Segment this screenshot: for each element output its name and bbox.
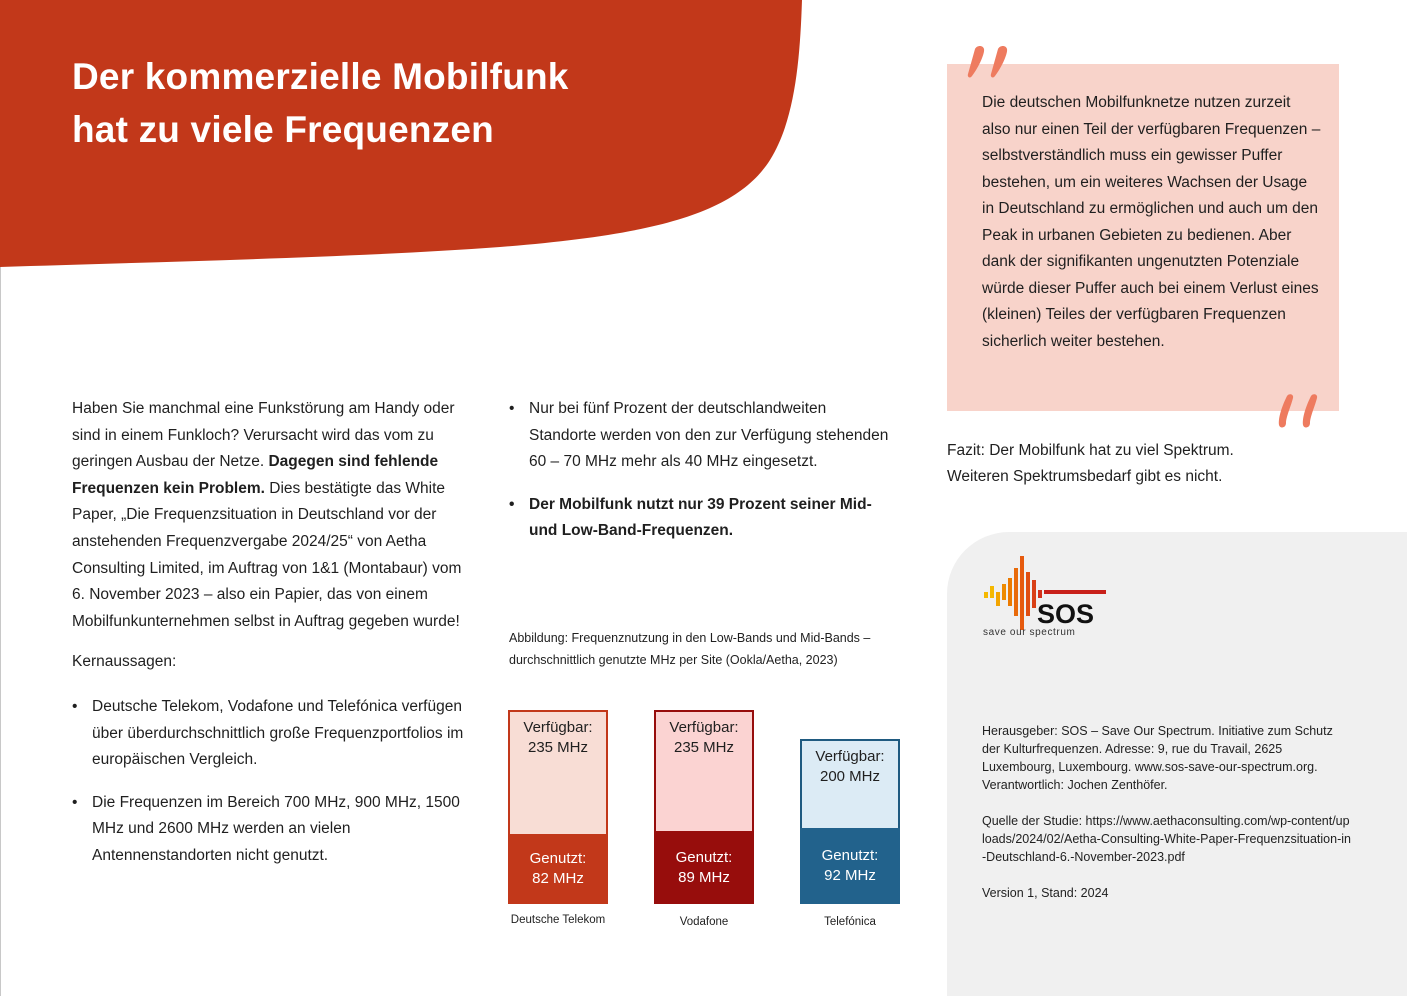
bar-vodafone — [654, 710, 754, 904]
available-label: Verfügbar: — [815, 748, 885, 765]
available-label: Verfügbar: — [669, 719, 739, 736]
key-point-text: Der Mobilfunk nutzt nur 39 Prozent seiner Mid- und Low-Band-Frequenzen. — [529, 495, 872, 540]
imprint-source: Quelle der Studie: https://www.aethaconsulting.com/wp-content/uploads/2024/02/Aetha-Consulting-White-Paper-Frequenzsituation-in-Deutschland-6.-November-2023.pdf — [982, 814, 1351, 864]
intro-text-start: Haben Sie manchmal eine Funkstörung am Handy oder sind in einem Funkloch? Verursacht wird das vom zu geringen Ausbau der Netze. — [72, 400, 455, 471]
intro-text-end: Dies bestätigte das White Paper, „Die Frequenzsituation in Deutschland vor der anstehenden Frequenzvergabe 2024/25“ von Aetha Consulting Limited, im Auftrag von 1&1 (Montabaur) vom 6. November 2023 – also ein Papier, das von einem Mobilfunkunternehmen selbst in Auftrag gegeben wurde! — [72, 479, 462, 630]
title-line-2: hat zu viele Frequenzen — [72, 109, 494, 150]
available-value-label: 200 MHz — [819, 768, 881, 785]
category-label: Telefónica — [824, 916, 876, 928]
closing-quote-mark-icon — [965, 43, 1015, 83]
available-label: Verfügbar: — [523, 719, 593, 736]
conclusion-line-1: Fazit: Der Mobilfunk hat zu viel Spektrum. — [947, 442, 1234, 459]
used-value-label: 89 MHz — [678, 868, 730, 886]
bar-available-segment — [510, 712, 606, 836]
used-value-label: 92 MHz — [824, 867, 876, 884]
logo-tagline: save our spectrum — [983, 627, 1076, 638]
key-point-text: Die Frequenzen im Bereich 700 MHz, 900 MHz, 1500 MHz und 2600 MHz werden an vielen Antennenstandorten nicht genutzt. — [92, 793, 460, 864]
used-value-label: 82 MHz — [532, 870, 584, 887]
title-line-1: Der kommerzielle Mobilfunk — [72, 56, 569, 97]
key-point-text: Deutsche Telekom, Vodafone und Telefónica verfügen über überdurchschnittlich große Frequenzportfolios im europäischen Vergleich. — [92, 697, 464, 769]
imprint-version: Version 1, Stand: 2024 — [982, 886, 1109, 900]
key-points-list — [72, 694, 472, 870]
available-value-label: 235 MHz — [527, 739, 589, 756]
key-points-column-2 — [509, 396, 889, 545]
key-point-item — [72, 790, 472, 870]
imprint — [982, 722, 1352, 920]
opening-quote-mark-icon — [1273, 392, 1323, 432]
key-point-item — [509, 396, 889, 476]
bar-telef-nica — [800, 739, 900, 904]
category-label: Vodafone — [679, 916, 729, 928]
conclusion — [947, 438, 1347, 490]
intro-paragraph — [72, 396, 472, 635]
conclusion-line-2: Weiteren Spektrumsbedarf gibt es nicht. — [947, 468, 1223, 485]
intro-bold-statement: Dagegen sind fehlende Frequenzen kein Problem. — [72, 453, 439, 497]
logo-wordmark: SOS — [1037, 599, 1095, 629]
key-points-heading: Kernaussagen: — [72, 653, 177, 671]
bar-available-segment — [656, 712, 752, 833]
bar-used-segment — [800, 828, 900, 904]
bullet-icon: • — [509, 400, 515, 417]
used-label: Genutzt: — [529, 850, 587, 867]
bar-deutsche-telekom — [508, 710, 608, 904]
bullet-icon: • — [72, 793, 78, 811]
bullet-icon: • — [72, 697, 78, 715]
used-label: Genutzt: — [675, 848, 733, 866]
category-label: Deutsche Telekom — [510, 914, 606, 926]
bar-used-segment — [654, 831, 754, 904]
quote-text: Die deutschen Mobilfunknetze nutzen zurzeit also nur einen Teil der verfügbaren Frequenzen – selbstverständlich muss ein gewisser Puffer bestehen, um ein weiteres Wachsen der Usage in Deutschland zu ermöglichen und auch um den Peak in urbanen Gebieten zu bedienen. Aber dank der signifikanten ungenutzten Potenziale würde dieser Puffer auch bei einem Verlust eines (kleinen) Teiles der verfügbaren Frequenzen sicherlich weiter bestehen. — [982, 94, 1321, 350]
chart-caption: Abbildung: Frequenznutzung in den Low-Bands und Mid-Bands – durchschnittlich genutzte MHz per Site (Ookla/Aetha, 2023) — [509, 631, 871, 667]
available-value-label: 235 MHz — [673, 739, 735, 756]
bar-available-segment — [802, 741, 898, 830]
key-points-list-2 — [509, 396, 889, 545]
key-point-item — [72, 694, 472, 774]
bullet-icon: • — [509, 495, 515, 513]
key-point-item — [509, 492, 889, 545]
bar-used-segment — [508, 834, 608, 904]
imprint-publisher: Herausgeber: SOS – Save Our Spectrum. Initiative zum Schutz der Kulturfrequenzen. Adresse: 9, rue du Travail, 2625 Luxembourg, Luxembourg. www.sos-save-our-spectrum.org. Verantwortlich: Jochen Zenthöfer. — [982, 724, 1333, 792]
intro-column — [72, 396, 472, 870]
key-point-text: Nur bei fünf Prozent der deutschlandweiten Standorte werden von den zur Verfügung stehenden 60 – 70 MHz mehr als 40 MHz eingesetzt. — [529, 400, 889, 471]
page-title — [72, 50, 569, 156]
used-label: Genutzt: — [821, 847, 879, 864]
